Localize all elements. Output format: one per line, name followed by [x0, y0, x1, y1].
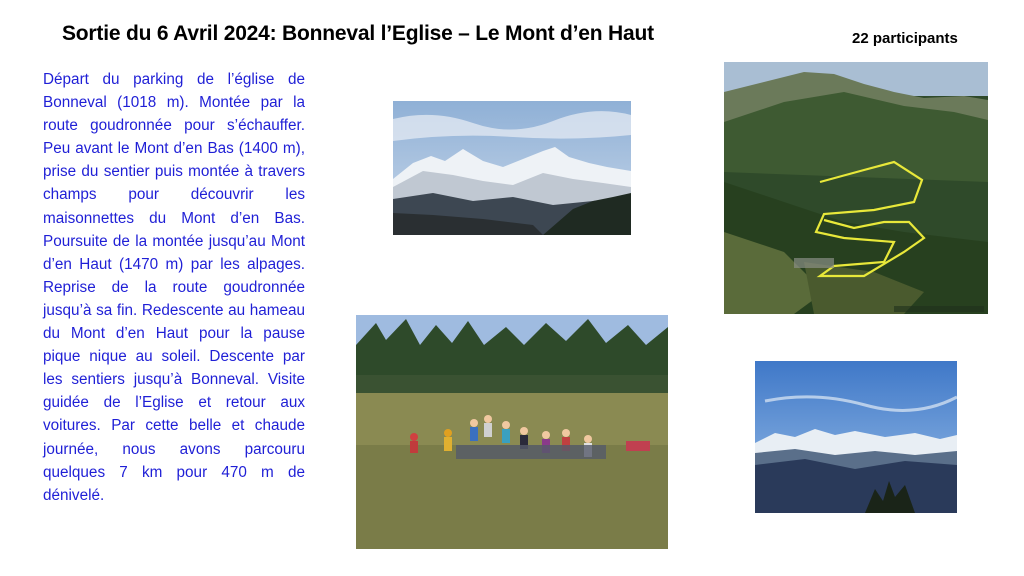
aerial-map-track-image	[724, 62, 988, 314]
group-photo	[356, 315, 668, 549]
slide-title: Sortie du 6 Avril 2024: Bonneval l’Eglise – Le Mont d’en Haut	[62, 22, 654, 45]
hike-description: Départ du parking de l’église de Bonneval (1018 m). Montée par la route goudronnée pour s’échauffer. Peu avant le Mont d’en Bas (1400 m), prise du sentier puis montée à travers champs pour découvrir les maisonnettes du Mont d’en Bas. Poursuite de la montée jusqu’au Mont d’en Haut (1470 m) par les alpages. Reprise de la route goudronnée jusqu’à sa fin. Redescente au hameau du Mont d’en Haut pour la pause pique nique au soleil. Descente par les sentiers jusqu’à Bonneval. Visite guidée de l’Eglise et retour aux voitures. Par cette belle et chaude journée, nous avons parcouru quelques 7 km pour 470 m de dénivelé.	[43, 71, 305, 504]
snowy-mountains-photo	[393, 101, 631, 235]
participants-count: 22 participants	[852, 30, 958, 47]
valley-view-photo	[755, 361, 957, 513]
